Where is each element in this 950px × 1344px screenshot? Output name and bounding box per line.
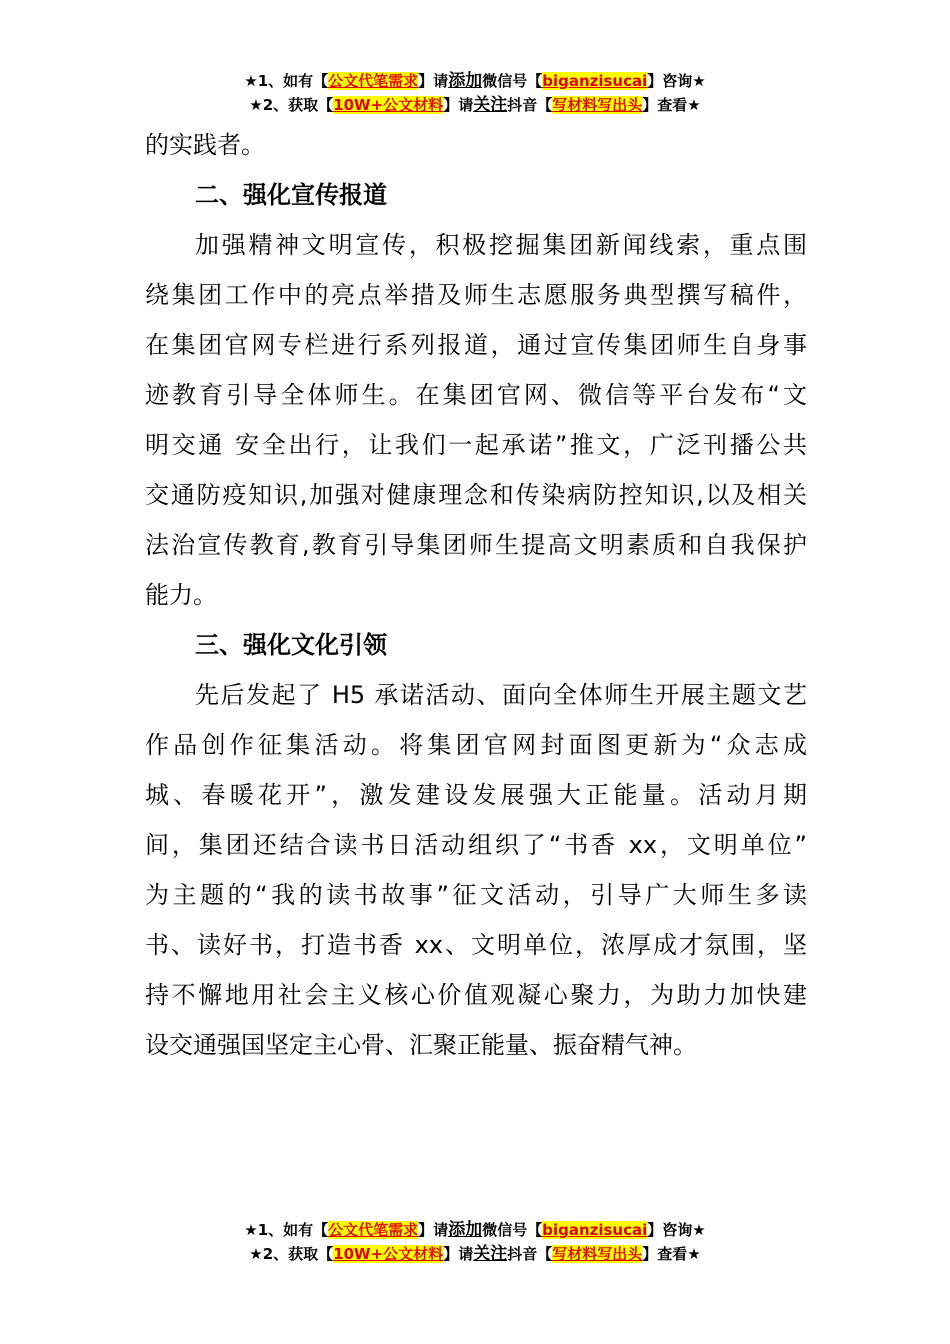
highlight: 写材料写出头: [552, 1245, 643, 1263]
highlight: biganzisucai: [542, 1221, 648, 1239]
paragraph-line: 迹教育引导全体师生。在集团官网、微信等平台发布“文: [145, 381, 807, 409]
text: 抖音【: [507, 96, 553, 114]
banner-line-1: [0, 1218, 950, 1242]
highlight: 10W+公文材料: [333, 96, 444, 114]
text: 】咨询★: [647, 72, 706, 90]
text: 】请: [443, 96, 474, 114]
text: 】请: [418, 72, 449, 90]
highlight: 公文代笔需求: [328, 72, 419, 90]
section-heading: 三、强化文化引领: [195, 631, 387, 659]
section-heading: 二、强化宣传报道: [195, 181, 387, 209]
text: ★2、获取【: [249, 96, 334, 114]
text: 微信号【: [482, 1221, 543, 1239]
highlight: 公文代笔需求: [328, 1221, 419, 1239]
text: ★1、如有【: [244, 1221, 329, 1239]
text: ★2、获取【: [249, 1245, 334, 1263]
paragraph-line: 作品创作征集活动。将集团官网封面图更新为“众志成: [145, 731, 807, 759]
paragraph-line: 设交通强国坚定主心骨、汇聚正能量、振奋精气神。: [145, 1031, 697, 1059]
paragraph-line: 在集团官网专栏进行系列报道，通过宣传集团师生自身事: [145, 331, 807, 359]
highlight: biganzisucai: [542, 72, 648, 90]
text: 】查看★: [642, 96, 701, 114]
text: 关注: [473, 1244, 508, 1264]
highlight: 10W+公文材料: [333, 1245, 444, 1263]
paragraph-line: 先后发起了 H5 承诺活动、面向全体师生开展主题文艺: [195, 681, 807, 709]
paragraph-line: 明交通 安全出行，让我们一起承诺”推文，广泛刊播公共: [145, 431, 807, 459]
paragraph-line: 的实践者。: [145, 131, 265, 159]
header-banner: [0, 69, 950, 117]
paragraph-line: 为主题的“我的读书故事”征文活动，引导广大师生多读: [145, 881, 807, 909]
text: 添加: [448, 1220, 483, 1240]
paragraph-line: 持不懈地用社会主义核心价值观凝心聚力，为助力加快建: [145, 981, 807, 1009]
footer-banner: [0, 1218, 950, 1266]
paragraph-line: 书、读好书，打造书香 xx、文明单位，浓厚成才氛围，坚: [145, 931, 807, 959]
banner-line-1: [0, 69, 950, 93]
text: 微信号【: [482, 72, 543, 90]
text: 】请: [443, 1245, 474, 1263]
paragraph-line: 法治宣传教育,教育引导集团师生提高文明素质和自我保护: [145, 531, 807, 559]
text: 】请: [418, 1221, 449, 1239]
paragraph-line: 能力。: [145, 581, 217, 609]
paragraph-line: 绕集团工作中的亮点举措及师生志愿服务典型撰写稿件，: [145, 281, 807, 309]
paragraph-line: 交通防疫知识,加强对健康理念和传染病防控知识,以及相关: [145, 481, 807, 509]
text: ★1、如有【: [244, 72, 329, 90]
paragraph-line: 间，集团还结合读书日活动组织了“书香 xx，文明单位”: [145, 831, 807, 859]
text: 抖音【: [507, 1245, 553, 1263]
text: 】查看★: [642, 1245, 701, 1263]
text: 关注: [473, 95, 508, 115]
banner-line-2: [0, 93, 950, 117]
text: 】咨询★: [647, 1221, 706, 1239]
highlight: 写材料写出头: [552, 96, 643, 114]
paragraph-line: 加强精神文明宣传，积极挖掘集团新闻线索，重点围: [195, 231, 807, 259]
text: 添加: [448, 71, 483, 91]
banner-line-2: [0, 1242, 950, 1266]
paragraph-line: 城、春暖花开”，激发建设发展强大正能量。活动月期: [145, 781, 807, 809]
document-body: [145, 120, 807, 1070]
